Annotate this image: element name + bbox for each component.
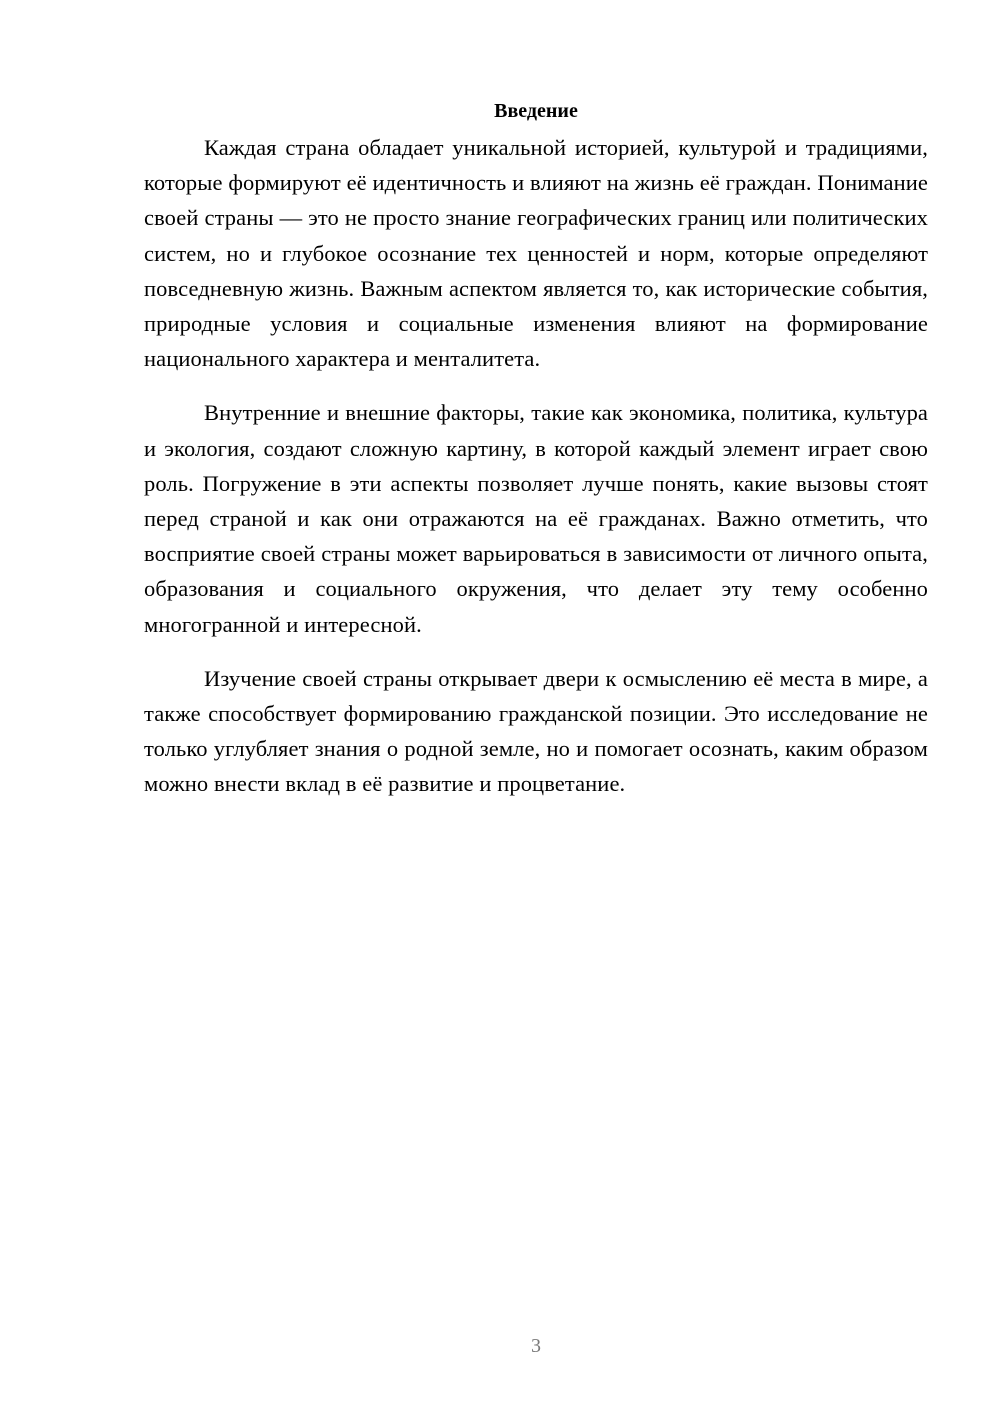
section-title: Введение (494, 100, 578, 122)
paragraph-2: Внутренние и внешние факторы, такие как экономика, политика, культура и экология, создают сложную картину, в которой каждый элемент играет свою роль. Погружение в эти аспекты позволяет лучше понять, какие вызовы стоят перед страной и как они отражаются на её гражданах. Важно отметить, что восприятие своей страны может варьироваться в зависимости от личного опыта, образования и социального окружения, что делает эту тему особенно многогранной и интересной. (144, 400, 928, 637)
document-body (144, 94, 928, 821)
paragraph-3: Изучение своей страны открывает двери к осмыслению её места в мире, а также способствует формированию гражданской позиции. Это исследование не только углубляет знания о родной земле, но и помогает осознать, каким образом можно внести вклад в её развитие и процветание. (144, 665, 928, 797)
paragraph-1: Каждая страна обладает уникальной историей, культурой и традициями, которые формируют её идентичность и влияют на жизнь её граждан. Понимание своей страны — это не просто знание географических границ или политических систем, но и глубокое осознание тех ценностей и норм, которые определяют повседневную жизнь. Важным аспектом является то, как исторические события, природные условия и социальные изменения влияют на формирование национального характера и менталитета. (144, 135, 928, 372)
page-number: 3 (531, 1335, 541, 1357)
